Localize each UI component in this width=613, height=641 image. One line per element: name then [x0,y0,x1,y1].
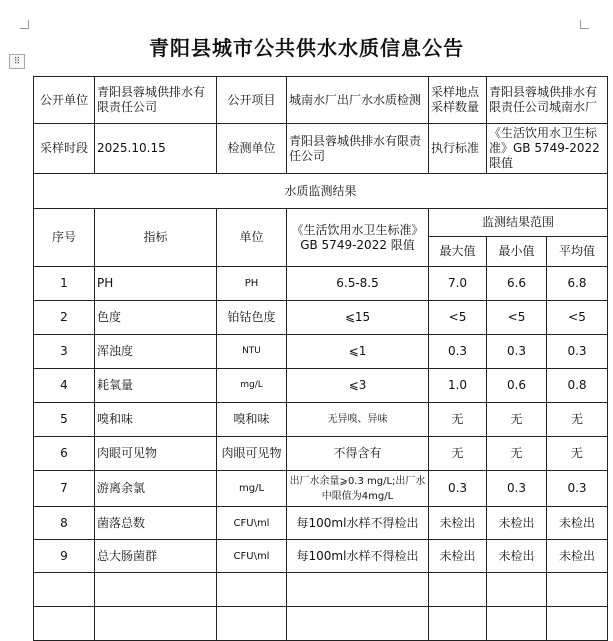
row-max: 1.0 [429,369,487,403]
row-max: <5 [429,301,487,335]
row-indicator: 游离余氯 [95,471,217,507]
row-no: 7 [34,471,95,507]
row-unit: mg/L [217,369,287,403]
row-no: 5 [34,403,95,437]
row-min: 未检出 [487,540,547,573]
row-indicator: 肉眼可见物 [95,437,217,471]
empty-cell [287,573,429,607]
row-no: 4 [34,369,95,403]
row-limit: ⩽3 [287,369,429,403]
row-min: <5 [487,301,547,335]
empty-cell [429,607,487,641]
empty-cell [487,573,547,607]
sampling-site-label: 采样地点采样数量 [429,77,487,124]
table-row [34,301,608,335]
row-unit: 嗅和味 [217,403,287,437]
row-min: 无 [487,403,547,437]
row-limit: 不得含有 [287,437,429,471]
empty-cell [429,573,487,607]
sampling-time-label: 采样时段 [34,124,95,174]
row-limit: 每100ml水样不得检出 [287,507,429,540]
table-row [34,540,608,573]
row-unit: NTU [217,335,287,369]
empty-cell [217,573,287,607]
header-max: 最大值 [429,237,487,267]
header-unit: 单位 [217,209,287,267]
row-avg: 未检出 [547,540,608,573]
row-limit: 出厂水余量⩾0.3 mg/L;出厂水中限值为4mg/L [287,471,429,507]
table-row [34,369,608,403]
empty-cell [547,607,608,641]
empty-cell [287,607,429,641]
move-grid-icon[interactable]: ⠿ [9,54,25,69]
info-row-publisher [34,77,608,124]
row-unit: PH [217,267,287,301]
row-avg: 未检出 [547,507,608,540]
empty-cell [547,573,608,607]
row-limit: ⩽15 [287,301,429,335]
row-max: 0.3 [429,471,487,507]
row-limit: 每100ml水样不得检出 [287,540,429,573]
row-unit: 肉眼可见物 [217,437,287,471]
publisher-value: 青阳县蓉城供排水有限责任公司 [95,77,217,124]
row-no: 9 [34,540,95,573]
item-value: 城南水厂出厂水水质检测 [287,77,429,124]
row-max: 无 [429,437,487,471]
publisher-label: 公开单位 [34,77,95,124]
row-min: 6.6 [487,267,547,301]
water-quality-table [33,76,608,641]
row-unit: CFU\ml [217,540,287,573]
table-row [34,403,608,437]
row-indicator: 浑浊度 [95,335,217,369]
row-no: 8 [34,507,95,540]
row-limit: 无异嗅、异味 [287,403,429,437]
row-no: 3 [34,335,95,369]
sampling-time-value: 2025.10.15 [95,124,217,174]
standard-label: 执行标准 [429,124,487,174]
page-corner-mark-right [580,20,589,29]
header-indicator: 指标 [95,209,217,267]
table-row-empty [34,607,608,641]
row-avg: 0.8 [547,369,608,403]
row-avg: 0.3 [547,335,608,369]
row-min: 无 [487,437,547,471]
empty-cell [95,607,217,641]
page-corner-mark-left [20,20,29,29]
row-limit: 6.5-8.5 [287,267,429,301]
row-avg: 0.3 [547,471,608,507]
standard-value: 《生活饮用水卫生标准》GB 5749-2022 限值 [487,124,608,174]
row-max: 未检出 [429,540,487,573]
row-unit: 铂钴色度 [217,301,287,335]
test-unit-label: 检测单位 [217,124,287,174]
sampling-site-value: 青阳县蓉城供排水有限责任公司城南水厂 [487,77,608,124]
row-max: 无 [429,403,487,437]
table-row [34,507,608,540]
row-min: 0.3 [487,471,547,507]
table-row [34,437,608,471]
row-avg: 无 [547,437,608,471]
header-min: 最小值 [487,237,547,267]
info-row-sampling [34,124,608,174]
section-row [34,174,608,209]
row-indicator: 嗅和味 [95,403,217,437]
table-row [34,267,608,301]
row-indicator: 总大肠菌群 [95,540,217,573]
row-indicator: PH [95,267,217,301]
item-label: 公开项目 [217,77,287,124]
header-row-top [34,209,608,237]
header-limit: 《生活饮用水卫生标准》GB 5749-2022 限值 [287,209,429,267]
section-title: 水质监测结果 [34,174,608,209]
header-no: 序号 [34,209,95,267]
row-max: 0.3 [429,335,487,369]
row-indicator: 菌落总数 [95,507,217,540]
table-row [34,471,608,507]
empty-cell [34,607,95,641]
header-avg: 平均值 [547,237,608,267]
header-range: 监测结果范围 [429,209,608,237]
page-title: 青阳县城市公共供水水质信息公告 [149,36,464,60]
table-row-empty [34,573,608,607]
row-max: 未检出 [429,507,487,540]
empty-cell [487,607,547,641]
empty-cell [217,607,287,641]
test-unit-value: 青阳县蓉城供排水有限责任公司 [287,124,429,174]
row-limit: ⩽1 [287,335,429,369]
row-avg: 6.8 [547,267,608,301]
row-min: 未检出 [487,507,547,540]
row-max: 7.0 [429,267,487,301]
row-indicator: 色度 [95,301,217,335]
row-unit: mg/L [217,471,287,507]
empty-cell [34,573,95,607]
row-unit: CFU\ml [217,507,287,540]
row-no: 6 [34,437,95,471]
row-min: 0.3 [487,335,547,369]
row-no: 2 [34,301,95,335]
empty-cell [95,573,217,607]
table-row [34,335,608,369]
row-avg: <5 [547,301,608,335]
row-indicator: 耗氧量 [95,369,217,403]
row-no: 1 [34,267,95,301]
row-avg: 无 [547,403,608,437]
row-min: 0.6 [487,369,547,403]
